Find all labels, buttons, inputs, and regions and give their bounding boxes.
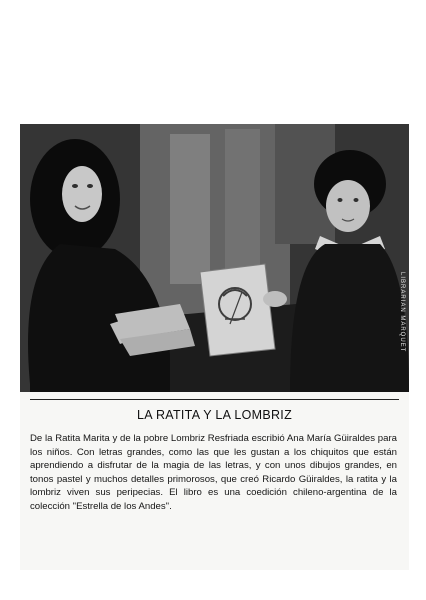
clipping-photo	[20, 124, 409, 392]
article-body	[30, 432, 397, 514]
newspaper-clipping	[20, 124, 409, 570]
headline-rule	[30, 399, 399, 400]
headline: LA RATITA Y LA LOMBRIZ	[136, 408, 293, 422]
photo-illustration	[20, 124, 409, 392]
photo-credit: LIBRARIAN MARQUET	[399, 272, 405, 353]
article-paragraph: De la Ratita Marita y de la pobre Lombriz Resfriada escribió Ana María Güiraldes para los niños. Con letras grandes, como las que les gustan a los chiquitos que están aprendiendo a disfrutar de la magia de las letras, y con unos dibujos grandes, en tonos pastel y muchos detalles primorosos, que creó Ricardo Güiraldes, la ratita y la lombriz viven sus peripecias. El libro es una coedición chileno-argentina de la colección "Estrella de los Andes".	[30, 433, 397, 512]
